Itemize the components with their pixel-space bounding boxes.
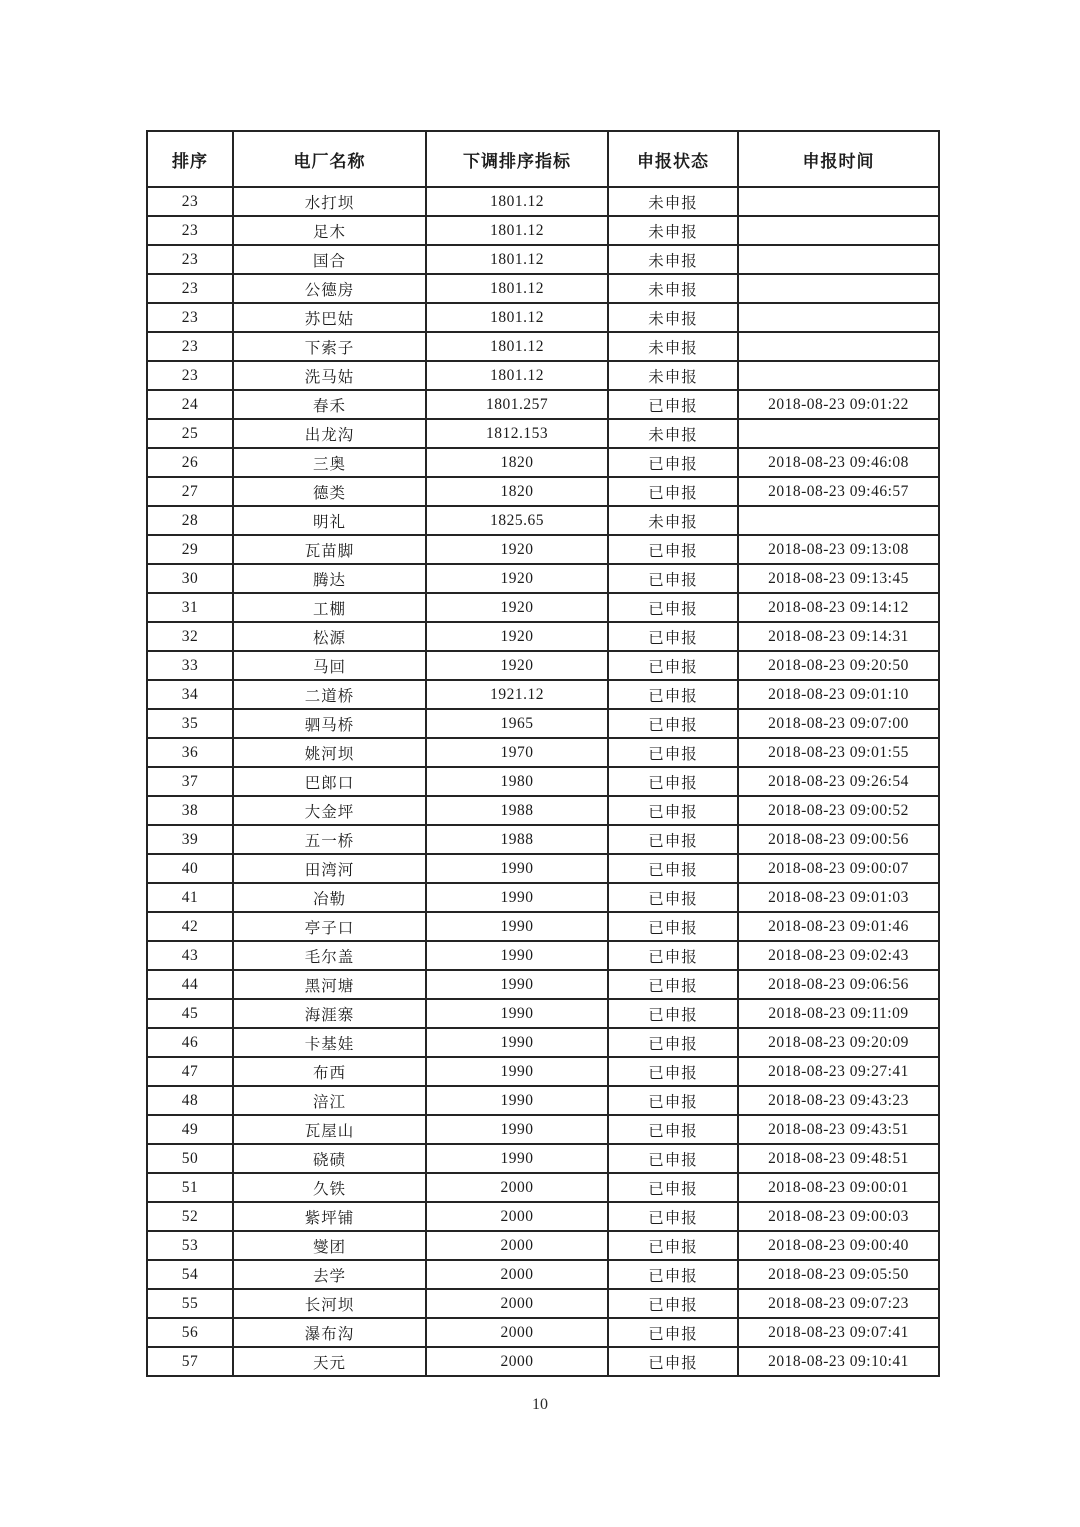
time-cell: 2018-08-23 09:26:54 (738, 767, 939, 796)
time-cell: 2018-08-23 09:00:40 (738, 1231, 939, 1260)
rank-cell: 46 (147, 1028, 233, 1057)
status-cell: 已申报 (608, 1260, 738, 1289)
table-header-row (147, 131, 939, 187)
plant-name-cell: 瓦屋山 (233, 1115, 426, 1144)
plant-name-cell: 大金坪 (233, 796, 426, 825)
indicator-cell: 1990 (426, 912, 608, 941)
table-row (147, 506, 939, 535)
time-cell: 2018-08-23 09:10:41 (738, 1347, 939, 1376)
status-cell: 已申报 (608, 1231, 738, 1260)
time-cell: 2018-08-23 09:01:03 (738, 883, 939, 912)
status-cell: 未申报 (608, 419, 738, 448)
indicator-cell: 2000 (426, 1173, 608, 1202)
table-row (147, 825, 939, 854)
status-cell: 已申报 (608, 651, 738, 680)
time-cell: 2018-08-23 09:27:41 (738, 1057, 939, 1086)
rank-cell: 31 (147, 593, 233, 622)
rank-cell: 32 (147, 622, 233, 651)
plant-name-cell: 明礼 (233, 506, 426, 535)
rank-cell: 35 (147, 709, 233, 738)
plant-name-cell: 足木 (233, 216, 426, 245)
plant-name-cell: 瓦苗脚 (233, 535, 426, 564)
indicator-cell: 1990 (426, 1144, 608, 1173)
plant-name-cell: 长河坝 (233, 1289, 426, 1318)
column-header: 下调排序指标 (426, 131, 608, 187)
indicator-cell: 2000 (426, 1260, 608, 1289)
indicator-cell: 1920 (426, 564, 608, 593)
indicator-cell: 1801.12 (426, 332, 608, 361)
table-row (147, 999, 939, 1028)
rank-cell: 57 (147, 1347, 233, 1376)
status-cell: 已申报 (608, 970, 738, 999)
table-row (147, 332, 939, 361)
time-cell: 2018-08-23 09:06:56 (738, 970, 939, 999)
table-row (147, 1057, 939, 1086)
table-row (147, 738, 939, 767)
status-cell: 已申报 (608, 738, 738, 767)
time-cell: 2018-08-23 09:46:08 (738, 448, 939, 477)
status-cell: 未申报 (608, 332, 738, 361)
plant-name-cell: 二道桥 (233, 680, 426, 709)
indicator-cell: 2000 (426, 1231, 608, 1260)
plant-name-cell: 工棚 (233, 593, 426, 622)
page-number: 10 (532, 1396, 548, 1413)
rank-cell: 43 (147, 941, 233, 970)
time-cell: 2018-08-23 09:20:50 (738, 651, 939, 680)
power-plant-ranking-table (146, 130, 940, 1377)
plant-name-cell: 驷马桥 (233, 709, 426, 738)
indicator-cell: 1801.12 (426, 187, 608, 216)
time-cell: 2018-08-23 09:48:51 (738, 1144, 939, 1173)
indicator-cell: 1801.12 (426, 361, 608, 390)
plant-name-cell: 松源 (233, 622, 426, 651)
time-cell: 2018-08-23 09:00:01 (738, 1173, 939, 1202)
indicator-cell: 1825.65 (426, 506, 608, 535)
rank-cell: 51 (147, 1173, 233, 1202)
rank-cell: 23 (147, 245, 233, 274)
status-cell: 未申报 (608, 187, 738, 216)
status-cell: 未申报 (608, 274, 738, 303)
table-row (147, 535, 939, 564)
time-cell: 2018-08-23 09:07:23 (738, 1289, 939, 1318)
rank-cell: 48 (147, 1086, 233, 1115)
status-cell: 未申报 (608, 303, 738, 332)
status-cell: 已申报 (608, 709, 738, 738)
table-row (147, 1173, 939, 1202)
rank-cell: 25 (147, 419, 233, 448)
status-cell: 已申报 (608, 1173, 738, 1202)
table-row (147, 767, 939, 796)
plant-name-cell: 燮团 (233, 1231, 426, 1260)
indicator-cell: 2000 (426, 1318, 608, 1347)
table-row (147, 1086, 939, 1115)
table-row (147, 303, 939, 332)
indicator-cell: 2000 (426, 1347, 608, 1376)
time-cell: 2018-08-23 09:02:43 (738, 941, 939, 970)
table-row (147, 1115, 939, 1144)
status-cell: 未申报 (608, 216, 738, 245)
indicator-cell: 1801.257 (426, 390, 608, 419)
status-cell: 已申报 (608, 477, 738, 506)
status-cell: 已申报 (608, 564, 738, 593)
indicator-cell: 1988 (426, 825, 608, 854)
status-cell: 已申报 (608, 912, 738, 941)
table-row (147, 1028, 939, 1057)
plant-name-cell: 海涯寨 (233, 999, 426, 1028)
indicator-cell: 1990 (426, 1115, 608, 1144)
rank-cell: 55 (147, 1289, 233, 1318)
rank-cell: 26 (147, 448, 233, 477)
table-row (147, 622, 939, 651)
plant-name-cell: 卡基娃 (233, 1028, 426, 1057)
plant-name-cell: 国合 (233, 245, 426, 274)
status-cell: 已申报 (608, 680, 738, 709)
time-cell: 2018-08-23 09:01:55 (738, 738, 939, 767)
plant-name-cell: 去学 (233, 1260, 426, 1289)
time-cell: 2018-08-23 09:46:57 (738, 477, 939, 506)
status-cell: 已申报 (608, 825, 738, 854)
rank-cell: 37 (147, 767, 233, 796)
time-cell (738, 245, 939, 274)
indicator-cell: 1970 (426, 738, 608, 767)
rank-cell: 53 (147, 1231, 233, 1260)
status-cell: 已申报 (608, 535, 738, 564)
indicator-cell: 1801.12 (426, 245, 608, 274)
rank-cell: 23 (147, 187, 233, 216)
plant-name-cell: 冶勒 (233, 883, 426, 912)
time-cell: 2018-08-23 09:07:00 (738, 709, 939, 738)
status-cell: 已申报 (608, 593, 738, 622)
rank-cell: 38 (147, 796, 233, 825)
column-header: 电厂名称 (233, 131, 426, 187)
indicator-cell: 1990 (426, 1086, 608, 1115)
indicator-cell: 1990 (426, 999, 608, 1028)
table-row (147, 796, 939, 825)
status-cell: 已申报 (608, 796, 738, 825)
table-row (147, 448, 939, 477)
table-row (147, 593, 939, 622)
rank-cell: 52 (147, 1202, 233, 1231)
status-cell: 已申报 (608, 1057, 738, 1086)
rank-cell: 39 (147, 825, 233, 854)
table-row (147, 361, 939, 390)
time-cell (738, 303, 939, 332)
rank-cell: 27 (147, 477, 233, 506)
column-header: 申报时间 (738, 131, 939, 187)
status-cell: 已申报 (608, 1347, 738, 1376)
plant-name-cell: 巴郎口 (233, 767, 426, 796)
plant-name-cell: 田湾河 (233, 854, 426, 883)
plant-name-cell: 久铁 (233, 1173, 426, 1202)
rank-cell: 28 (147, 506, 233, 535)
time-cell: 2018-08-23 09:01:22 (738, 390, 939, 419)
time-cell (738, 216, 939, 245)
time-cell: 2018-08-23 09:43:51 (738, 1115, 939, 1144)
plant-name-cell: 布西 (233, 1057, 426, 1086)
indicator-cell: 1920 (426, 535, 608, 564)
indicator-cell: 1921.12 (426, 680, 608, 709)
indicator-cell: 1801.12 (426, 274, 608, 303)
rank-cell: 50 (147, 1144, 233, 1173)
rank-cell: 40 (147, 854, 233, 883)
plant-name-cell: 紫坪铺 (233, 1202, 426, 1231)
status-cell: 已申报 (608, 1028, 738, 1057)
status-cell: 未申报 (608, 361, 738, 390)
rank-cell: 23 (147, 216, 233, 245)
time-cell: 2018-08-23 09:00:07 (738, 854, 939, 883)
time-cell (738, 506, 939, 535)
time-cell: 2018-08-23 09:07:41 (738, 1318, 939, 1347)
table-row (147, 245, 939, 274)
table-row (147, 564, 939, 593)
indicator-cell: 1820 (426, 477, 608, 506)
table-row (147, 477, 939, 506)
indicator-cell: 2000 (426, 1289, 608, 1318)
indicator-cell: 1990 (426, 854, 608, 883)
plant-name-cell: 下索子 (233, 332, 426, 361)
rank-cell: 30 (147, 564, 233, 593)
status-cell: 已申报 (608, 883, 738, 912)
status-cell: 未申报 (608, 506, 738, 535)
indicator-cell: 1812.153 (426, 419, 608, 448)
table-row (147, 970, 939, 999)
status-cell: 已申报 (608, 854, 738, 883)
rank-cell: 47 (147, 1057, 233, 1086)
rank-cell: 24 (147, 390, 233, 419)
time-cell: 2018-08-23 09:01:46 (738, 912, 939, 941)
table-row (147, 390, 939, 419)
rank-cell: 44 (147, 970, 233, 999)
indicator-cell: 1990 (426, 1057, 608, 1086)
status-cell: 已申报 (608, 1202, 738, 1231)
rank-cell: 23 (147, 303, 233, 332)
rank-cell: 23 (147, 274, 233, 303)
indicator-cell: 1920 (426, 651, 608, 680)
indicator-cell: 1980 (426, 767, 608, 796)
rank-cell: 29 (147, 535, 233, 564)
status-cell: 未申报 (608, 245, 738, 274)
time-cell: 2018-08-23 09:05:50 (738, 1260, 939, 1289)
time-cell (738, 187, 939, 216)
plant-name-cell: 马回 (233, 651, 426, 680)
rank-cell: 36 (147, 738, 233, 767)
table-row (147, 1347, 939, 1376)
table-row (147, 274, 939, 303)
rank-cell: 49 (147, 1115, 233, 1144)
status-cell: 已申报 (608, 1318, 738, 1347)
table-row (147, 912, 939, 941)
table-header (147, 131, 939, 187)
status-cell: 已申报 (608, 1086, 738, 1115)
indicator-cell: 1801.12 (426, 216, 608, 245)
plant-name-cell: 天元 (233, 1347, 426, 1376)
table-row (147, 1260, 939, 1289)
time-cell (738, 361, 939, 390)
plant-name-cell: 苏巴姑 (233, 303, 426, 332)
rank-cell: 23 (147, 361, 233, 390)
indicator-cell: 1801.12 (426, 303, 608, 332)
plant-name-cell: 出龙沟 (233, 419, 426, 448)
time-cell: 2018-08-23 09:00:56 (738, 825, 939, 854)
time-cell: 2018-08-23 09:00:03 (738, 1202, 939, 1231)
status-cell: 已申报 (608, 1289, 738, 1318)
time-cell: 2018-08-23 09:13:08 (738, 535, 939, 564)
table-row (147, 709, 939, 738)
indicator-cell: 1988 (426, 796, 608, 825)
indicator-cell: 1920 (426, 593, 608, 622)
status-cell: 已申报 (608, 1115, 738, 1144)
plant-name-cell: 硗碛 (233, 1144, 426, 1173)
indicator-cell: 1990 (426, 1028, 608, 1057)
time-cell: 2018-08-23 09:01:10 (738, 680, 939, 709)
table-row (147, 216, 939, 245)
time-cell: 2018-08-23 09:13:45 (738, 564, 939, 593)
time-cell: 2018-08-23 09:43:23 (738, 1086, 939, 1115)
table-row (147, 680, 939, 709)
status-cell: 已申报 (608, 999, 738, 1028)
plant-name-cell: 亭子口 (233, 912, 426, 941)
indicator-cell: 1920 (426, 622, 608, 651)
indicator-cell: 2000 (426, 1202, 608, 1231)
rank-cell: 56 (147, 1318, 233, 1347)
plant-name-cell: 瀑布沟 (233, 1318, 426, 1347)
indicator-cell: 1820 (426, 448, 608, 477)
plant-name-cell: 涪江 (233, 1086, 426, 1115)
indicator-cell: 1990 (426, 883, 608, 912)
time-cell: 2018-08-23 09:14:31 (738, 622, 939, 651)
time-cell (738, 274, 939, 303)
plant-name-cell: 公德房 (233, 274, 426, 303)
rank-cell: 54 (147, 1260, 233, 1289)
plant-name-cell: 五一桥 (233, 825, 426, 854)
column-header: 申报状态 (608, 131, 738, 187)
rank-cell: 33 (147, 651, 233, 680)
time-cell: 2018-08-23 09:14:12 (738, 593, 939, 622)
table-row (147, 1289, 939, 1318)
column-header: 排序 (147, 131, 233, 187)
indicator-cell: 1990 (426, 941, 608, 970)
table-row (147, 883, 939, 912)
time-cell (738, 419, 939, 448)
plant-name-cell: 毛尔盖 (233, 941, 426, 970)
plant-name-cell: 洗马姑 (233, 361, 426, 390)
plant-name-cell: 三奥 (233, 448, 426, 477)
plant-name-cell: 腾达 (233, 564, 426, 593)
status-cell: 已申报 (608, 622, 738, 651)
table-row (147, 419, 939, 448)
rank-cell: 34 (147, 680, 233, 709)
table-row (147, 1231, 939, 1260)
rank-cell: 42 (147, 912, 233, 941)
time-cell (738, 332, 939, 361)
table-row (147, 1318, 939, 1347)
indicator-cell: 1965 (426, 709, 608, 738)
status-cell: 已申报 (608, 1144, 738, 1173)
table-row (147, 1202, 939, 1231)
time-cell: 2018-08-23 09:11:09 (738, 999, 939, 1028)
time-cell: 2018-08-23 09:00:52 (738, 796, 939, 825)
status-cell: 已申报 (608, 941, 738, 970)
rank-cell: 23 (147, 332, 233, 361)
status-cell: 已申报 (608, 448, 738, 477)
plant-name-cell: 黑河塘 (233, 970, 426, 999)
status-cell: 已申报 (608, 390, 738, 419)
plant-name-cell: 水打坝 (233, 187, 426, 216)
rank-cell: 41 (147, 883, 233, 912)
table-row (147, 187, 939, 216)
plant-name-cell: 德类 (233, 477, 426, 506)
time-cell: 2018-08-23 09:20:09 (738, 1028, 939, 1057)
table-row (147, 1144, 939, 1173)
table-row (147, 941, 939, 970)
table-row (147, 854, 939, 883)
table-row (147, 651, 939, 680)
indicator-cell: 1990 (426, 970, 608, 999)
status-cell: 已申报 (608, 767, 738, 796)
plant-name-cell: 春禾 (233, 390, 426, 419)
plant-name-cell: 姚河坝 (233, 738, 426, 767)
table-body (147, 187, 939, 1376)
rank-cell: 45 (147, 999, 233, 1028)
